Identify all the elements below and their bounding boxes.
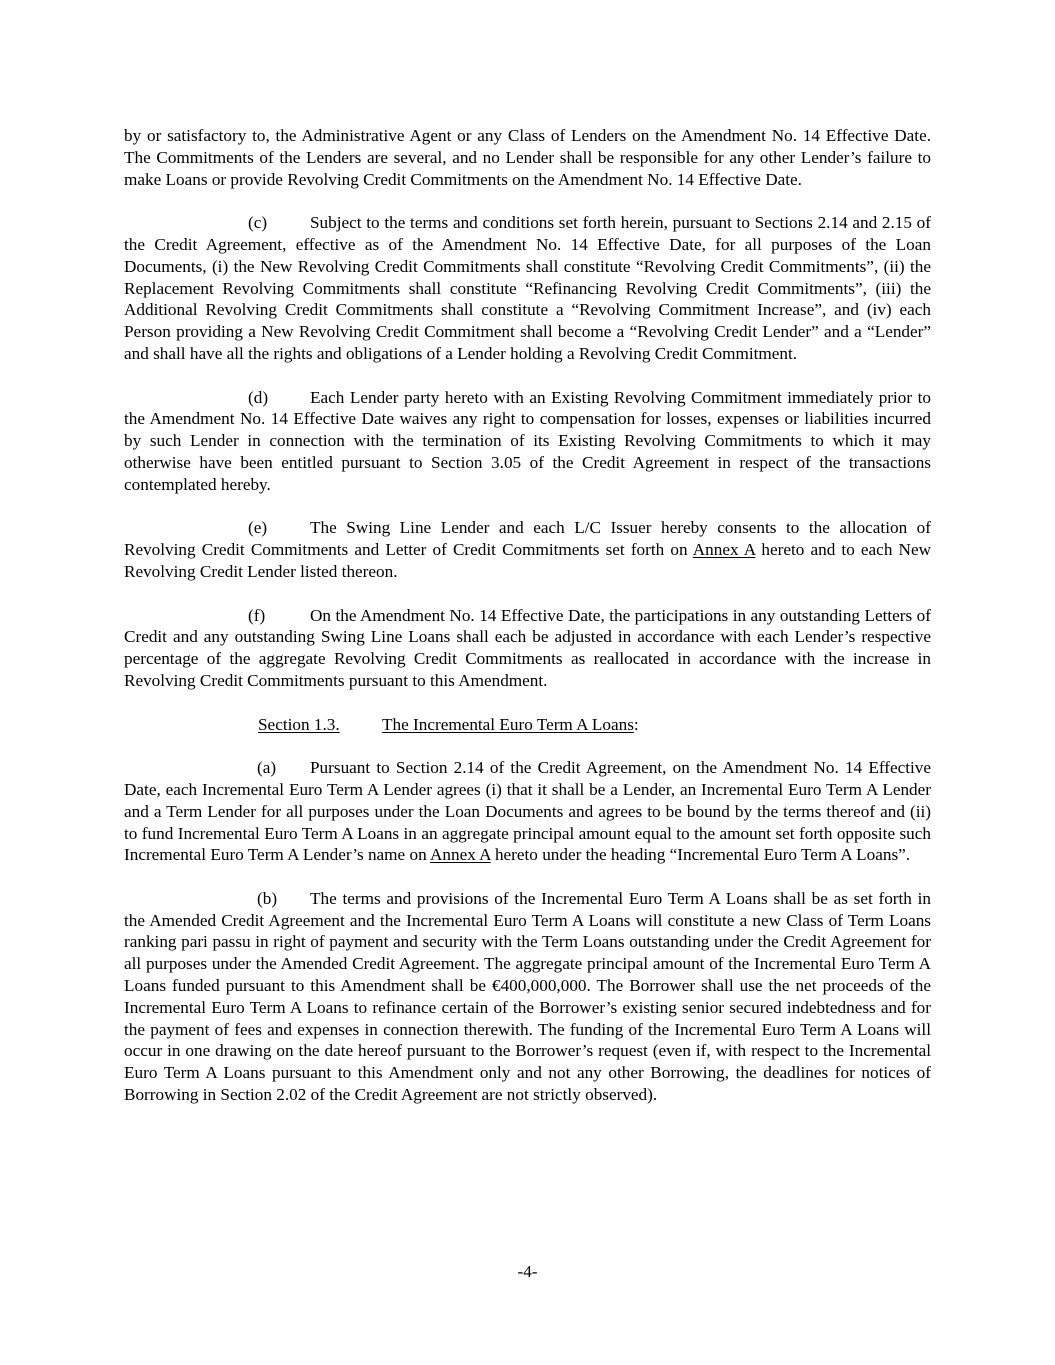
section-number: Section 1.3. xyxy=(258,714,340,734)
section-title: The Incremental Euro Term A Loans xyxy=(382,714,634,734)
paragraph-e-text-after: hereto and to each New Revolving Credit Lender listed thereon. xyxy=(124,540,932,581)
paragraph-d-label: (d) xyxy=(248,387,269,407)
annex-a-reference: Annex A xyxy=(430,845,491,865)
document-body xyxy=(124,125,931,1128)
paragraph-b xyxy=(124,888,931,1106)
section-heading xyxy=(124,714,931,736)
paragraph-f-text: On the Amendment No. 14 Effective Date, the participations in any outstanding Letters of Credit and any outstanding Swing Line Loans shall each be adjusted in accordance with each Lender’s respective percentage of the aggregate Revolving Credit Commitments as reallocated in accordance with the increase in Revolving Credit Commitments pursuant to this Amendment. xyxy=(124,605,931,690)
paragraph-b-label: (b) xyxy=(257,888,278,908)
paragraph-e-text-before: The Swing Line Lender and each L/C Issuer hereby consents to the allocation of Revolving Credit Commitments and Letter of Credit Commitments set forth on xyxy=(124,518,931,560)
annex-a-reference: Annex A xyxy=(692,540,756,560)
paragraph-c-text: Subject to the terms and conditions set forth herein, pursuant to Sections 2.14 and 2.15 of the Credit Agreement, effective as of the Amendment No. 14 Effective Date, for all purposes of the Loan Documents, (i) the New Revolving Credit Commitments shall constitute “Revolving Credit Commitments”, (ii) the Replacement Revolving Commitments shall constitute “Refinancing Revolving Credit Commitments”, (iii) the Additional Revolving Credit Commitments shall constitute a “Revolving Commitment Increase”, and (iv) each Person providing a New Revolving Credit Commitment shall become a “Revolving Credit Lender” and a “Lender” and shall have all the rights and obligations of a Lender holding a Revolving Credit Commitment. xyxy=(124,213,931,363)
paragraph-e xyxy=(124,517,931,582)
paragraph-c-label: (c) xyxy=(248,213,268,233)
page-number: -4- xyxy=(517,1262,538,1281)
paragraph-a-label: (a) xyxy=(257,758,277,778)
paragraph-c xyxy=(124,212,931,365)
paragraph-b-text: The terms and provisions of the Incremental Euro Term A Loans shall be as set forth in the Amended Credit Agreement and the Incremental Euro Term A Loans will constitute a new Class of Term Loans ranking pari passu in right of payment and security with the Term Loans outstanding under the Credit Agreement for all purposes under the Amended Credit Agreement. The aggregate principal amount of the Incremental Euro Term A Loans funded pursuant to this Amendment shall be €400,000,000. The Borrower shall use the net proceeds of the Incremental Euro Term A Loans to refinance certain of the Borrower’s existing senior secured indebtedness and for the payment of fees and expenses in connection therewith. The funding of the Incremental Euro Term A Loans will occur in one drawing on the date hereof pursuant to the Borrower’s request (even if, with respect to the Incremental Euro Term A Loans pursuant to this Amendment only and not any other Borrowing, the deadlines for notices of Borrowing in Section 2.02 of the Credit Agreement are not strictly observed). xyxy=(124,888,931,1105)
paragraph-intro-text: by or satisfactory to, the Administrative Agent or any Class of Lenders on the Amendment No. 14 Effective Date. The Commitments of the Lenders are several, and no Lender shall be responsible for any other Lender’s failure to make Loans or provide Revolving Credit Commitments on the Amendment No. 14 Effective Date. xyxy=(124,126,931,189)
paragraph-d-text: Each Lender party hereto with an Existing Revolving Commitment immediately prior to the Amendment No. 14 Effective Date waives any right to compensation for losses, expenses or liabilities incurred by such Lender in connection with the termination of its Existing Revolving Commitments to which it may otherwise have been entitled pursuant to Section 3.05 of the Credit Agreement in respect of the transactions contemplated hereby. xyxy=(124,387,931,494)
paragraph-a xyxy=(124,757,931,866)
paragraph-e-label: (e) xyxy=(248,518,268,538)
paragraph-intro xyxy=(124,125,931,190)
paragraph-d xyxy=(124,387,931,496)
section-title-colon: : xyxy=(633,714,639,734)
paragraph-f-label: (f) xyxy=(248,605,266,625)
paragraph-a-text-after: hereto under the heading “Incremental Euro Term A Loans”. xyxy=(490,845,911,865)
paragraph-a-text-before: Pursuant to Section 2.14 of the Credit Agreement, on the Amendment No. 14 Effective Date, each Incremental Euro Term A Lender agrees (i) that it shall be a Lender, an Incremental Euro Term A Lender and a Term Lender for all purposes under the Loan Documents and agrees to be bound by the terms thereof and (ii) to fund Incremental Euro Term A Loans in an aggregate principal amount equal to the amount set forth opposite such Incremental Euro Term A Lender’s name on xyxy=(124,758,931,865)
paragraph-f xyxy=(124,605,931,692)
